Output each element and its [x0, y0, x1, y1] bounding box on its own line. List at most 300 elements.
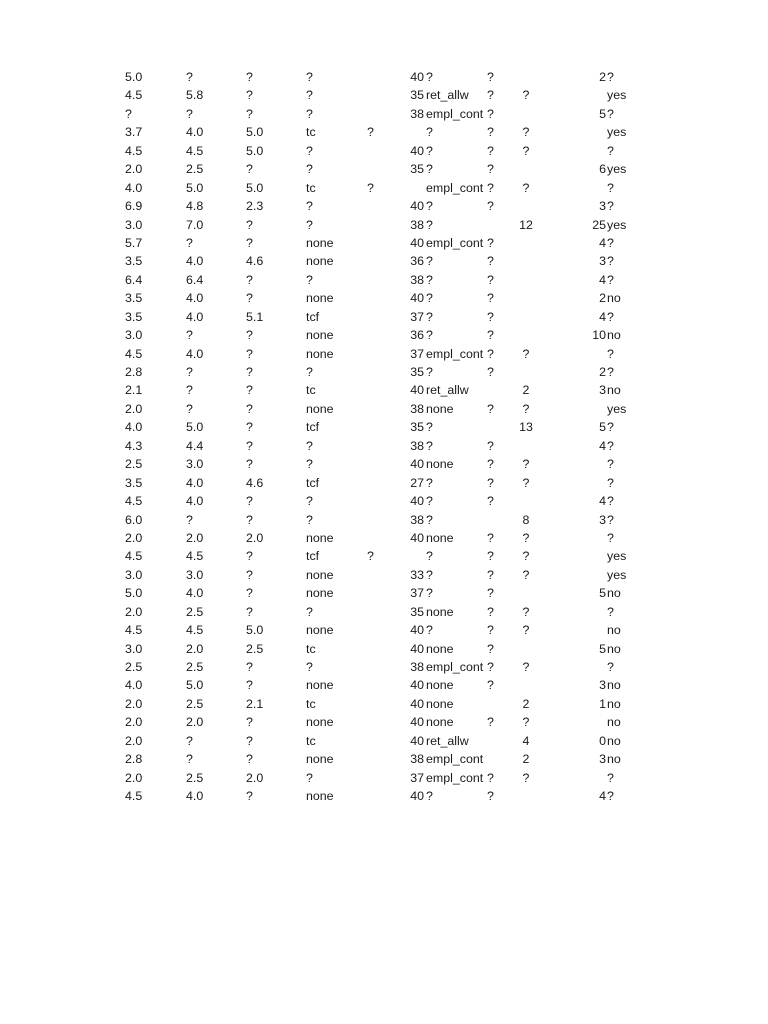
- table-cell: empl_cont: [426, 660, 484, 674]
- table-cell: 4.0: [186, 789, 204, 804]
- table-row: [0, 68, 768, 86]
- table-row: [0, 787, 768, 805]
- table-cell: ?: [522, 715, 530, 730]
- table-cell: ?: [426, 272, 433, 287]
- table-cell: 35: [410, 604, 424, 619]
- table-cell: none: [426, 457, 454, 472]
- table-cell: 2.5: [186, 660, 204, 674]
- table-cell: ?: [607, 70, 614, 84]
- table-cell: 38: [410, 272, 424, 287]
- table-row: [0, 234, 768, 252]
- table-cell: ?: [186, 328, 193, 343]
- table-cell: 5.0: [246, 623, 264, 638]
- table-cell: 5: [599, 586, 606, 601]
- table-cell: 2.0: [186, 715, 204, 730]
- table-cell: 2.5: [186, 770, 204, 785]
- table-cell: none: [306, 586, 334, 601]
- table-cell: 37: [410, 309, 424, 324]
- table-cell: ?: [426, 420, 433, 435]
- table-cell: none: [306, 291, 334, 306]
- table-cell: 3: [599, 752, 606, 767]
- table-cell: ?: [607, 457, 614, 472]
- table-cell: 4.5: [125, 346, 143, 361]
- table-cell: empl_cont: [426, 770, 484, 785]
- table-cell: 4.5: [125, 143, 143, 158]
- table-cell: ?: [426, 199, 433, 214]
- table-cell: ?: [426, 438, 433, 453]
- table-row: [0, 363, 768, 381]
- table-cell: 5: [599, 106, 606, 121]
- table-row: [0, 750, 768, 768]
- table-cell: ?: [487, 586, 494, 601]
- table-cell: 7.0: [186, 217, 204, 232]
- table-cell: ?: [246, 512, 253, 527]
- table-cell: 2.0: [125, 401, 143, 416]
- table-cell: 4.0: [186, 309, 204, 324]
- table-cell: ?: [487, 494, 494, 509]
- table-row: [0, 658, 768, 676]
- table-cell: ?: [306, 70, 313, 84]
- table-cell: yes: [607, 162, 627, 177]
- table-cell: none: [426, 696, 454, 711]
- table-cell: ?: [246, 235, 253, 250]
- table-cell: ?: [246, 438, 253, 453]
- table-row: [0, 547, 768, 565]
- table-cell: 40: [410, 383, 424, 398]
- table-cell: 36: [410, 254, 424, 269]
- table-cell: none: [306, 235, 334, 250]
- table-cell: ?: [246, 494, 253, 509]
- table-cell: yes: [607, 567, 627, 582]
- table-cell: 3: [599, 678, 606, 693]
- table-cell: none: [306, 752, 334, 767]
- table-cell: ?: [487, 309, 494, 324]
- table-cell: 33: [410, 567, 424, 582]
- table-row: [0, 676, 768, 694]
- table-cell: 6.4: [125, 272, 143, 287]
- table-cell: ?: [246, 346, 253, 361]
- table-cell: 40: [410, 457, 424, 472]
- table-cell: ?: [426, 70, 433, 84]
- table-cell: 4.0: [125, 420, 143, 435]
- table-cell: ?: [487, 143, 494, 158]
- table-cell: 3.0: [186, 567, 204, 582]
- table-cell: tc: [306, 733, 316, 748]
- table-cell: yes: [607, 88, 627, 103]
- table-cell: ?: [367, 180, 374, 195]
- table-cell: ?: [487, 70, 494, 84]
- table-cell: 5.0: [125, 586, 143, 601]
- table-cell: none: [426, 678, 454, 693]
- table-row: [0, 437, 768, 455]
- table-cell: ?: [246, 328, 253, 343]
- table-cell: tcf: [306, 309, 320, 324]
- table-cell: 4: [599, 494, 606, 509]
- table-cell: 3: [599, 383, 606, 398]
- table-cell: 2.0: [246, 770, 264, 785]
- table-cell: ?: [487, 254, 494, 269]
- table-cell: yes: [607, 549, 627, 564]
- table-cell: ?: [306, 660, 313, 674]
- table-cell: 4.8: [186, 199, 204, 214]
- table-row: [0, 123, 768, 141]
- table-cell: ?: [522, 180, 530, 195]
- table-cell: ?: [186, 752, 193, 767]
- table-cell: tcf: [306, 475, 320, 490]
- table-cell: 4.5: [125, 623, 143, 638]
- table-cell: 2.0: [246, 530, 264, 545]
- table-cell: ?: [607, 660, 614, 674]
- table-cell: ?: [246, 567, 253, 582]
- table-cell: 40: [410, 70, 424, 84]
- table-cell: ?: [246, 678, 253, 693]
- table-cell: ?: [246, 789, 253, 804]
- table-cell: 40: [410, 696, 424, 711]
- table-row: [0, 381, 768, 399]
- table-cell: ?: [246, 549, 253, 564]
- table-cell: ?: [426, 143, 433, 158]
- table-cell: 4.6: [246, 254, 264, 269]
- table-cell: 5.0: [186, 678, 204, 693]
- table-cell: 2.0: [125, 530, 143, 545]
- table-cell: no: [607, 641, 621, 656]
- table-cell: 4.6: [246, 475, 264, 490]
- table-cell: none: [306, 346, 334, 361]
- table-cell: ?: [487, 623, 494, 638]
- table-cell: ?: [487, 567, 494, 582]
- table-cell: 37: [410, 346, 424, 361]
- table-cell: ?: [246, 660, 253, 674]
- table-row: [0, 695, 768, 713]
- table-cell: ?: [487, 530, 494, 545]
- table-cell: ?: [522, 457, 530, 472]
- table-cell: ?: [607, 494, 614, 509]
- table-cell: 38: [410, 217, 424, 232]
- table-cell: ?: [306, 162, 313, 177]
- table-cell: ?: [607, 512, 614, 527]
- table-cell: 6.4: [186, 272, 204, 287]
- table-cell: none: [306, 678, 334, 693]
- table-cell: 4: [599, 309, 606, 324]
- table-cell: 40: [410, 235, 424, 250]
- table-cell: 3.5: [125, 254, 143, 269]
- table-cell: ?: [607, 346, 614, 361]
- table-cell: 3.0: [125, 641, 143, 656]
- table-cell: tcf: [306, 420, 320, 435]
- table-cell: ?: [487, 346, 494, 361]
- table-cell: no: [607, 291, 621, 306]
- table-cell: ?: [487, 235, 494, 250]
- table-cell: yes: [607, 125, 627, 140]
- table-cell: ?: [186, 383, 193, 398]
- table-cell: ?: [522, 660, 530, 674]
- table-cell: none: [426, 401, 454, 416]
- table-row: [0, 179, 768, 197]
- table-cell: 5.0: [246, 180, 264, 195]
- table-cell: ?: [607, 235, 614, 250]
- table-cell: ?: [487, 604, 494, 619]
- table-cell: ?: [246, 106, 253, 121]
- table-cell: ?: [246, 401, 253, 416]
- table-cell: 2.5: [246, 641, 264, 656]
- table-cell: 3.5: [125, 309, 143, 324]
- table-cell: empl_cont: [426, 346, 484, 361]
- table-cell: 4.0: [186, 475, 204, 490]
- table-cell: 4.0: [186, 586, 204, 601]
- table-cell: ?: [607, 420, 614, 435]
- table-cell: 2.5: [125, 660, 143, 674]
- table-cell: 6.9: [125, 199, 143, 214]
- table-cell: 4: [599, 438, 606, 453]
- table-cell: ?: [306, 438, 313, 453]
- table-cell: 2: [522, 696, 530, 711]
- table-row: [0, 566, 768, 584]
- table-cell: 4.0: [125, 180, 143, 195]
- table-cell: empl_cont: [426, 235, 484, 250]
- table-cell: ?: [246, 420, 253, 435]
- table-row: [0, 289, 768, 307]
- table-cell: 2: [522, 752, 530, 767]
- table-cell: 2: [522, 383, 530, 398]
- table-cell: 3.0: [186, 457, 204, 472]
- table-cell: 3: [599, 199, 606, 214]
- table-cell: ?: [426, 494, 433, 509]
- table-cell: ?: [522, 549, 530, 564]
- table-cell: 3.0: [125, 328, 143, 343]
- data-table: [0, 68, 768, 806]
- table-cell: 35: [410, 365, 424, 379]
- table-cell: ?: [487, 272, 494, 287]
- table-cell: no: [607, 623, 621, 638]
- table-cell: 3.5: [125, 291, 143, 306]
- table-cell: 37: [410, 586, 424, 601]
- table-cell: 4.5: [186, 549, 204, 564]
- table-row: [0, 640, 768, 658]
- table-cell: 5: [599, 641, 606, 656]
- table-cell: ?: [426, 125, 433, 140]
- table-cell: ?: [522, 530, 530, 545]
- table-cell: 2.0: [186, 641, 204, 656]
- table-cell: 37: [410, 770, 424, 785]
- table-cell: 3.0: [125, 567, 143, 582]
- table-row: [0, 769, 768, 787]
- table-cell: yes: [607, 401, 627, 416]
- table-row: [0, 713, 768, 731]
- table-cell: ?: [487, 457, 494, 472]
- table-cell: ?: [487, 475, 494, 490]
- table-cell: ?: [487, 88, 494, 103]
- table-cell: no: [607, 733, 621, 748]
- table-cell: ?: [246, 604, 253, 619]
- table-cell: 4.0: [186, 125, 204, 140]
- table-cell: 6.0: [125, 512, 143, 527]
- table-cell: ?: [426, 586, 433, 601]
- table-cell: none: [426, 641, 454, 656]
- table-row: [0, 492, 768, 510]
- table-cell: 4.0: [186, 494, 204, 509]
- table-cell: 40: [410, 715, 424, 730]
- table-cell: no: [607, 383, 621, 398]
- table-cell: ?: [487, 328, 494, 343]
- table-cell: no: [607, 752, 621, 767]
- table-row: [0, 455, 768, 473]
- table-cell: ?: [522, 143, 530, 158]
- table-cell: 4.5: [186, 623, 204, 638]
- table-cell: 2.8: [125, 752, 143, 767]
- table-cell: ?: [186, 365, 193, 379]
- table-cell: 40: [410, 733, 424, 748]
- table-cell: ?: [522, 623, 530, 638]
- table-cell: none: [426, 715, 454, 730]
- table-cell: ?: [246, 752, 253, 767]
- table-cell: ret_allw: [426, 733, 469, 748]
- table-cell: 4.3: [125, 438, 143, 453]
- table-row: [0, 474, 768, 492]
- table-cell: 4.5: [125, 494, 143, 509]
- table-cell: tc: [306, 125, 316, 140]
- table-cell: 38: [410, 512, 424, 527]
- table-cell: ?: [246, 365, 253, 379]
- table-cell: ?: [607, 106, 614, 121]
- table-cell: ?: [306, 770, 313, 785]
- table-cell: ?: [426, 789, 433, 804]
- table-row: [0, 603, 768, 621]
- table-cell: ?: [426, 328, 433, 343]
- table-cell: 40: [410, 641, 424, 656]
- table-cell: 2.0: [125, 162, 143, 177]
- table-row: [0, 271, 768, 289]
- table-row: [0, 345, 768, 363]
- table-cell: ?: [522, 567, 530, 582]
- table-row: [0, 142, 768, 160]
- table-cell: 25: [592, 217, 606, 232]
- table-cell: 40: [410, 678, 424, 693]
- table-cell: 40: [410, 291, 424, 306]
- table-row: [0, 326, 768, 344]
- table-cell: ?: [522, 770, 530, 785]
- table-cell: 2.8: [125, 365, 143, 379]
- table-cell: ?: [306, 199, 313, 214]
- table-cell: ?: [607, 254, 614, 269]
- table-cell: 27: [410, 475, 424, 490]
- table-cell: ret_allw: [426, 88, 469, 103]
- table-cell: 4: [522, 733, 530, 748]
- table-cell: 4: [599, 235, 606, 250]
- table-cell: ?: [522, 88, 530, 103]
- table-cell: ?: [426, 512, 433, 527]
- table-cell: ?: [607, 530, 614, 545]
- table-cell: 5: [599, 420, 606, 435]
- table-cell: ?: [487, 715, 494, 730]
- table-cell: ?: [426, 309, 433, 324]
- table-cell: 2: [599, 365, 606, 379]
- table-cell: 5.7: [125, 235, 143, 250]
- table-cell: 3: [599, 512, 606, 527]
- table-cell: no: [607, 678, 621, 693]
- table-cell: none: [306, 789, 334, 804]
- table-cell: 0: [599, 733, 606, 748]
- table-cell: ?: [487, 199, 494, 214]
- table-cell: ?: [522, 401, 530, 416]
- table-cell: 5.0: [125, 70, 143, 84]
- table-cell: 5.0: [186, 420, 204, 435]
- table-cell: none: [306, 715, 334, 730]
- table-cell: ?: [607, 272, 614, 287]
- table-cell: ?: [186, 235, 193, 250]
- table-cell: ?: [186, 733, 193, 748]
- table-cell: 2.0: [186, 530, 204, 545]
- table-cell: ?: [306, 604, 313, 619]
- table-cell: ?: [306, 494, 313, 509]
- table-cell: 35: [410, 162, 424, 177]
- table-cell: ?: [487, 180, 494, 195]
- table-cell: 35: [410, 88, 424, 103]
- table-cell: 40: [410, 530, 424, 545]
- table-cell: ?: [426, 254, 433, 269]
- table-cell: ?: [246, 162, 253, 177]
- table-cell: 40: [410, 623, 424, 638]
- table-cell: ?: [306, 272, 313, 287]
- table-row: [0, 160, 768, 178]
- table-cell: none: [426, 604, 454, 619]
- table-cell: ?: [426, 162, 433, 177]
- table-cell: yes: [607, 217, 627, 232]
- table-cell: 8: [522, 512, 530, 527]
- table-cell: 5.0: [246, 125, 264, 140]
- table-cell: 5.8: [186, 88, 204, 103]
- table-row: [0, 621, 768, 639]
- table-cell: none: [306, 623, 334, 638]
- table-cell: ?: [306, 88, 313, 103]
- table-cell: 4.4: [186, 438, 204, 453]
- table-cell: 2: [599, 291, 606, 306]
- table-cell: 1: [599, 696, 606, 711]
- table-cell: no: [607, 328, 621, 343]
- table-cell: ?: [522, 125, 530, 140]
- table-cell: ?: [487, 660, 494, 674]
- table-row: [0, 216, 768, 234]
- table-cell: 5.0: [186, 180, 204, 195]
- table-cell: 38: [410, 401, 424, 416]
- table-cell: ?: [522, 604, 530, 619]
- table-cell: ?: [522, 346, 530, 361]
- table-row: [0, 511, 768, 529]
- table-cell: 12: [519, 217, 533, 232]
- table-cell: ?: [487, 789, 494, 804]
- table-cell: ?: [246, 586, 253, 601]
- table-cell: 3: [599, 254, 606, 269]
- table-row: [0, 400, 768, 418]
- table-cell: 4.5: [125, 88, 143, 103]
- table-cell: tc: [306, 641, 316, 656]
- table-cell: ?: [607, 199, 614, 214]
- table-cell: ?: [607, 438, 614, 453]
- table-cell: 35: [410, 420, 424, 435]
- table-cell: ?: [246, 291, 253, 306]
- table-cell: none: [306, 401, 334, 416]
- table-cell: ?: [306, 106, 313, 121]
- table-row: [0, 308, 768, 326]
- table-cell: 4.5: [125, 549, 143, 564]
- table-cell: ?: [246, 715, 253, 730]
- table-cell: 2.5: [125, 457, 143, 472]
- table-cell: no: [607, 586, 621, 601]
- table-cell: ?: [607, 180, 614, 195]
- table-row: [0, 418, 768, 436]
- table-cell: 4.0: [186, 254, 204, 269]
- table-cell: empl_cont: [426, 180, 484, 195]
- table-cell: 2.1: [125, 383, 143, 398]
